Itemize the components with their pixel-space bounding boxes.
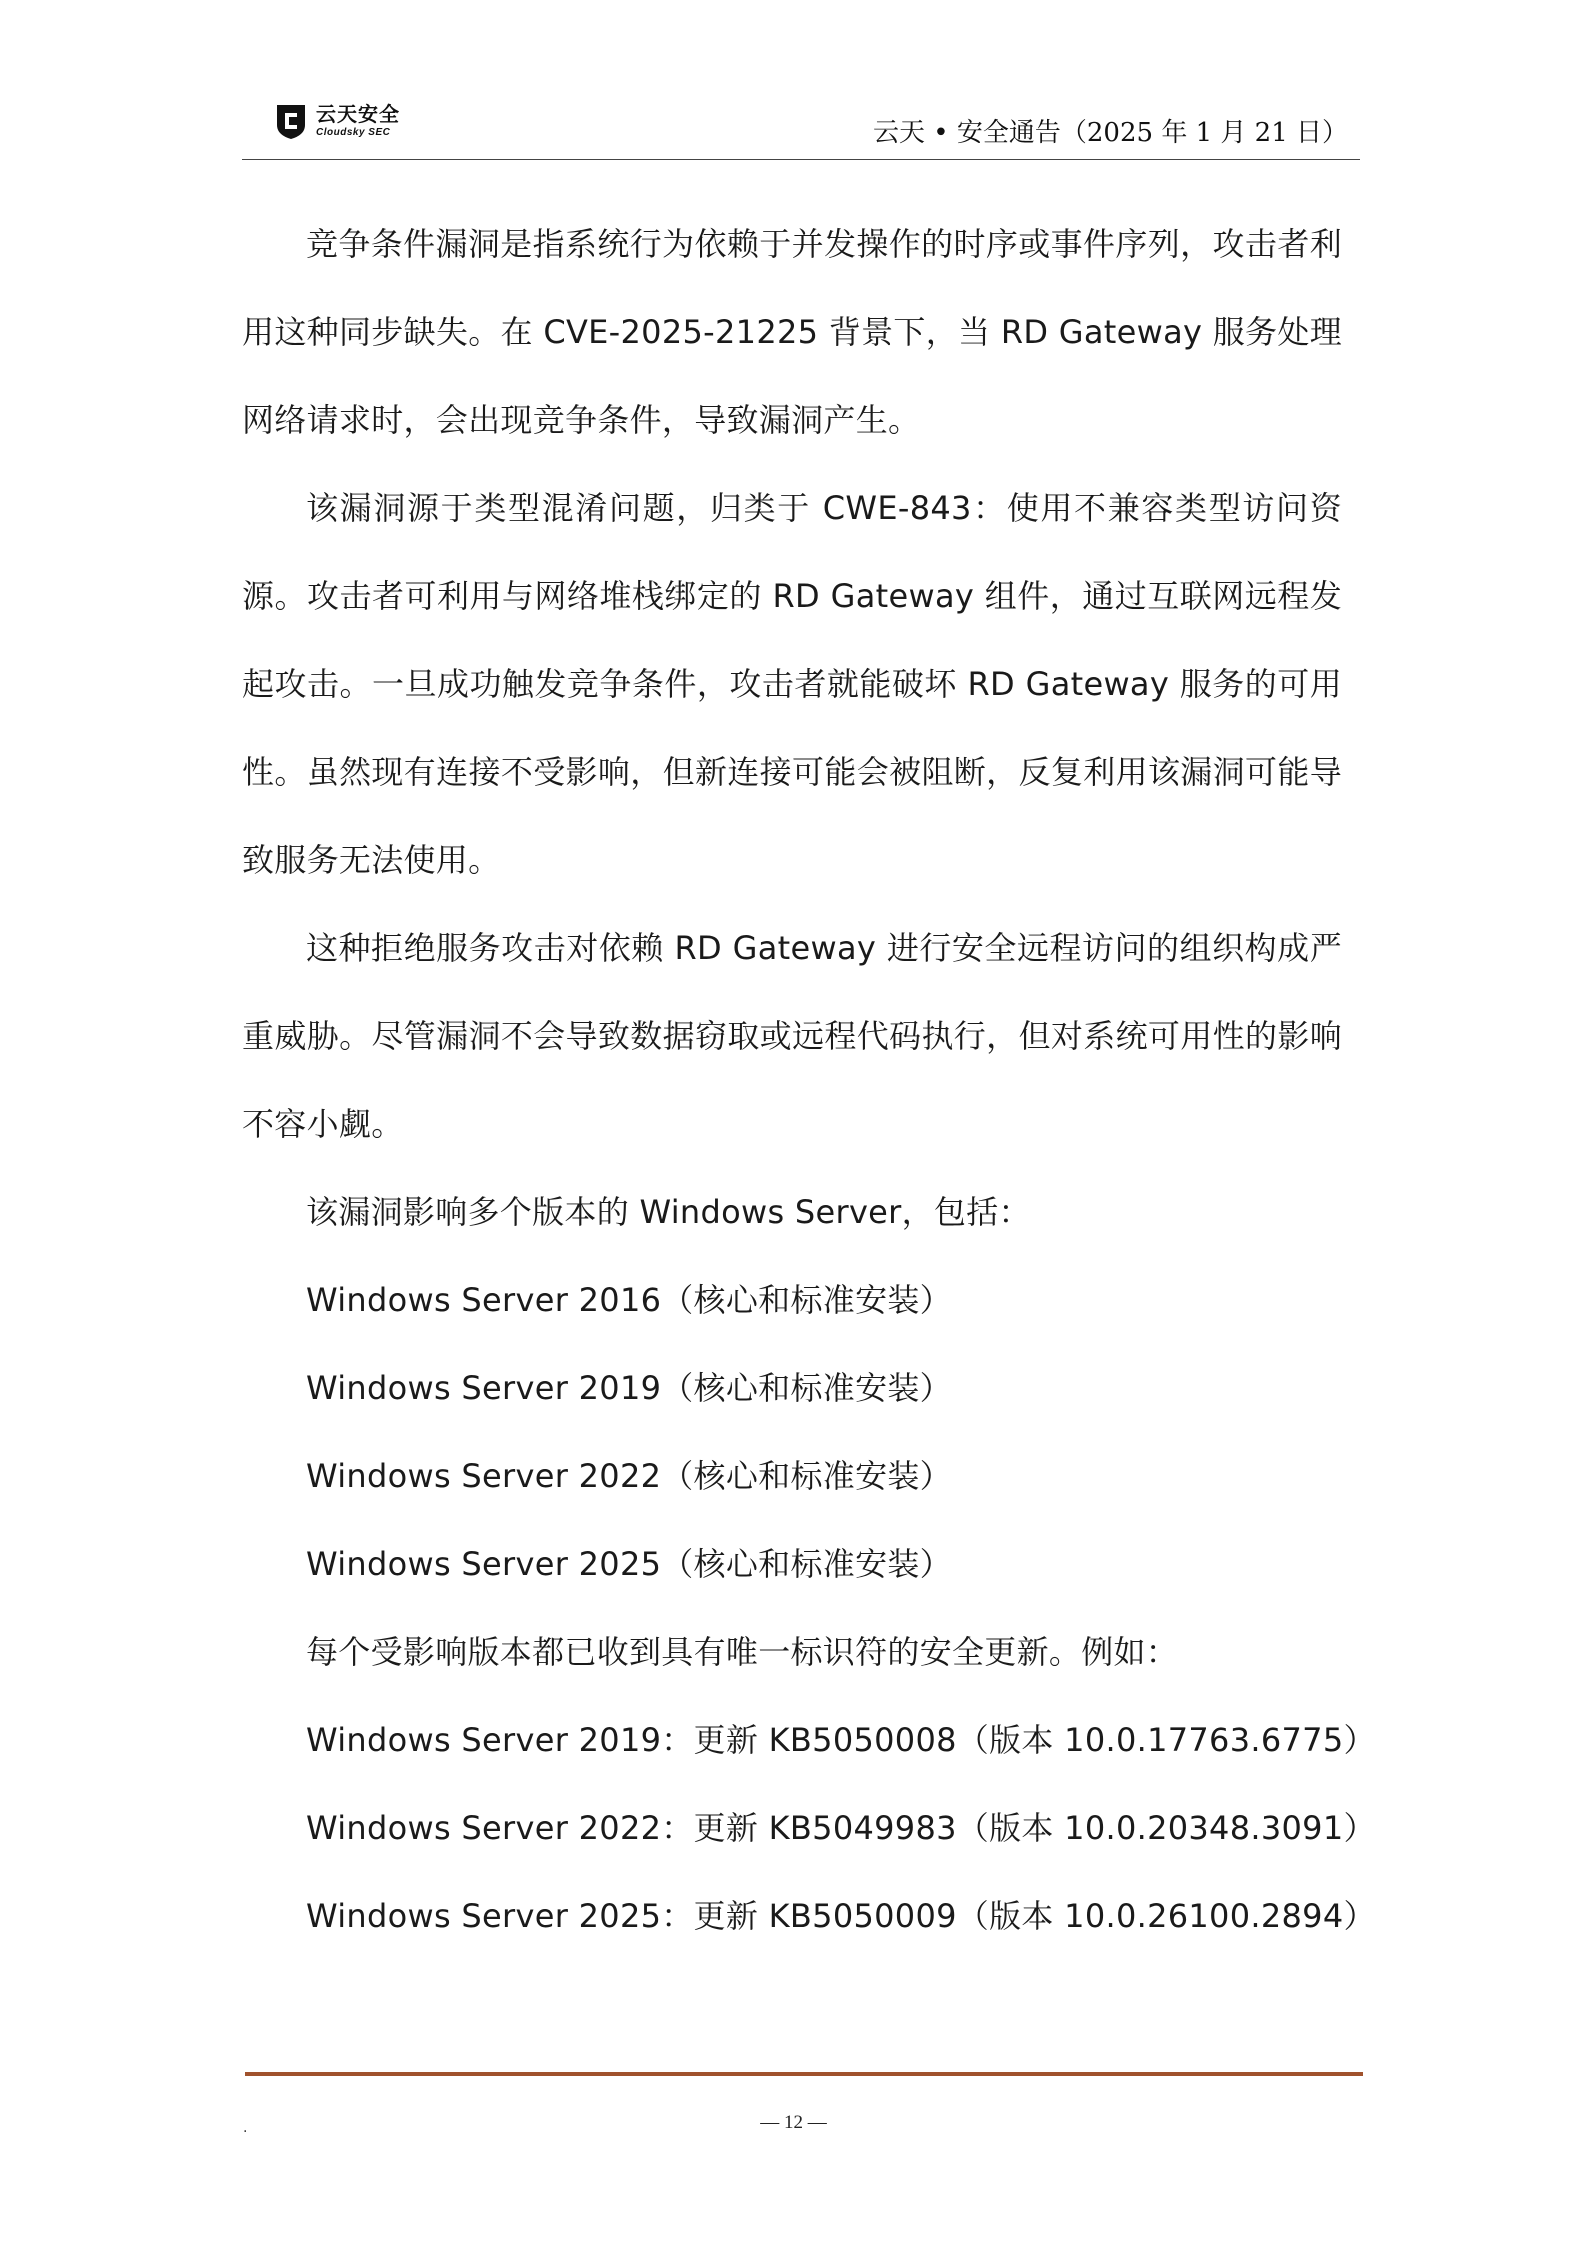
affected-version-item: Windows Server 2022（核心和标准安装） [306, 1457, 952, 1495]
document-body [242, 200, 1376, 1960]
affected-versions-list [242, 1256, 1342, 1608]
paragraph-type-confusion: 该漏洞源于类型混淆问题，归类于 CWE-843：使用不兼容类型访问资源。攻击者可利用与网络堆栈绑定的 RD Gateway 组件，通过互联网远程发起攻击。一旦成功触发竞争条件，攻击者就能破坏 RD Gateway 服务的可用性。虽然现有连接不受影响，但新连接可能会被阻断，反复利用该漏洞可能导致服务无法使用。 [242, 489, 1342, 879]
footer-mark: . [243, 2120, 248, 2136]
paragraph-updates-intro: 每个受影响版本都已收到具有唯一标识符的安全更新。例如： [306, 1633, 1179, 1671]
paragraph-race-condition: 竞争条件漏洞是指系统行为依赖于并发操作的时序或事件序列，攻击者利用这种同步缺失。在 CVE-2025-21225 背景下，当 RD Gateway 服务处理网络请求时，会出现竞争条件，导致漏洞产生。 [242, 225, 1342, 439]
security-updates-list [242, 1696, 1376, 1960]
logo-english-name: Cloudsky SEC [316, 127, 391, 138]
company-logo [274, 98, 400, 144]
affected-version-item: Windows Server 2025（核心和标准安装） [306, 1545, 952, 1583]
security-update-item: Windows Server 2025：更新 KB5050009（版本 10.0.26100.2894） [306, 1897, 1376, 1935]
header-divider [242, 159, 1360, 160]
affected-version-item: Windows Server 2016（核心和标准安装） [306, 1281, 952, 1319]
bulletin-title: 云天 • 安全通告（2025 年 1 月 21 日） [873, 118, 1348, 148]
footer-divider [245, 2072, 1363, 2076]
paragraph-dos-impact: 这种拒绝服务攻击对依赖 RD Gateway 进行安全远程访问的组织构成严重威胁。尽管漏洞不会导致数据窃取或远程代码执行，但对系统可用性的影响不容小觑。 [242, 929, 1342, 1143]
security-update-item: Windows Server 2019：更新 KB5050008（版本 10.0.17763.6775） [306, 1721, 1376, 1759]
affected-version-item: Windows Server 2019（核心和标准安装） [306, 1369, 952, 1407]
page-header [242, 92, 1360, 160]
logo-chinese-name: 云天安全 [316, 102, 400, 126]
paragraph-affected-intro: 该漏洞影响多个版本的 Windows Server，包括： [306, 1193, 1031, 1231]
security-update-item: Windows Server 2022：更新 KB5049983（版本 10.0.20348.3091） [306, 1809, 1376, 1847]
page-number: — 12 — [760, 2112, 827, 2133]
shield-logo-icon [274, 101, 308, 141]
